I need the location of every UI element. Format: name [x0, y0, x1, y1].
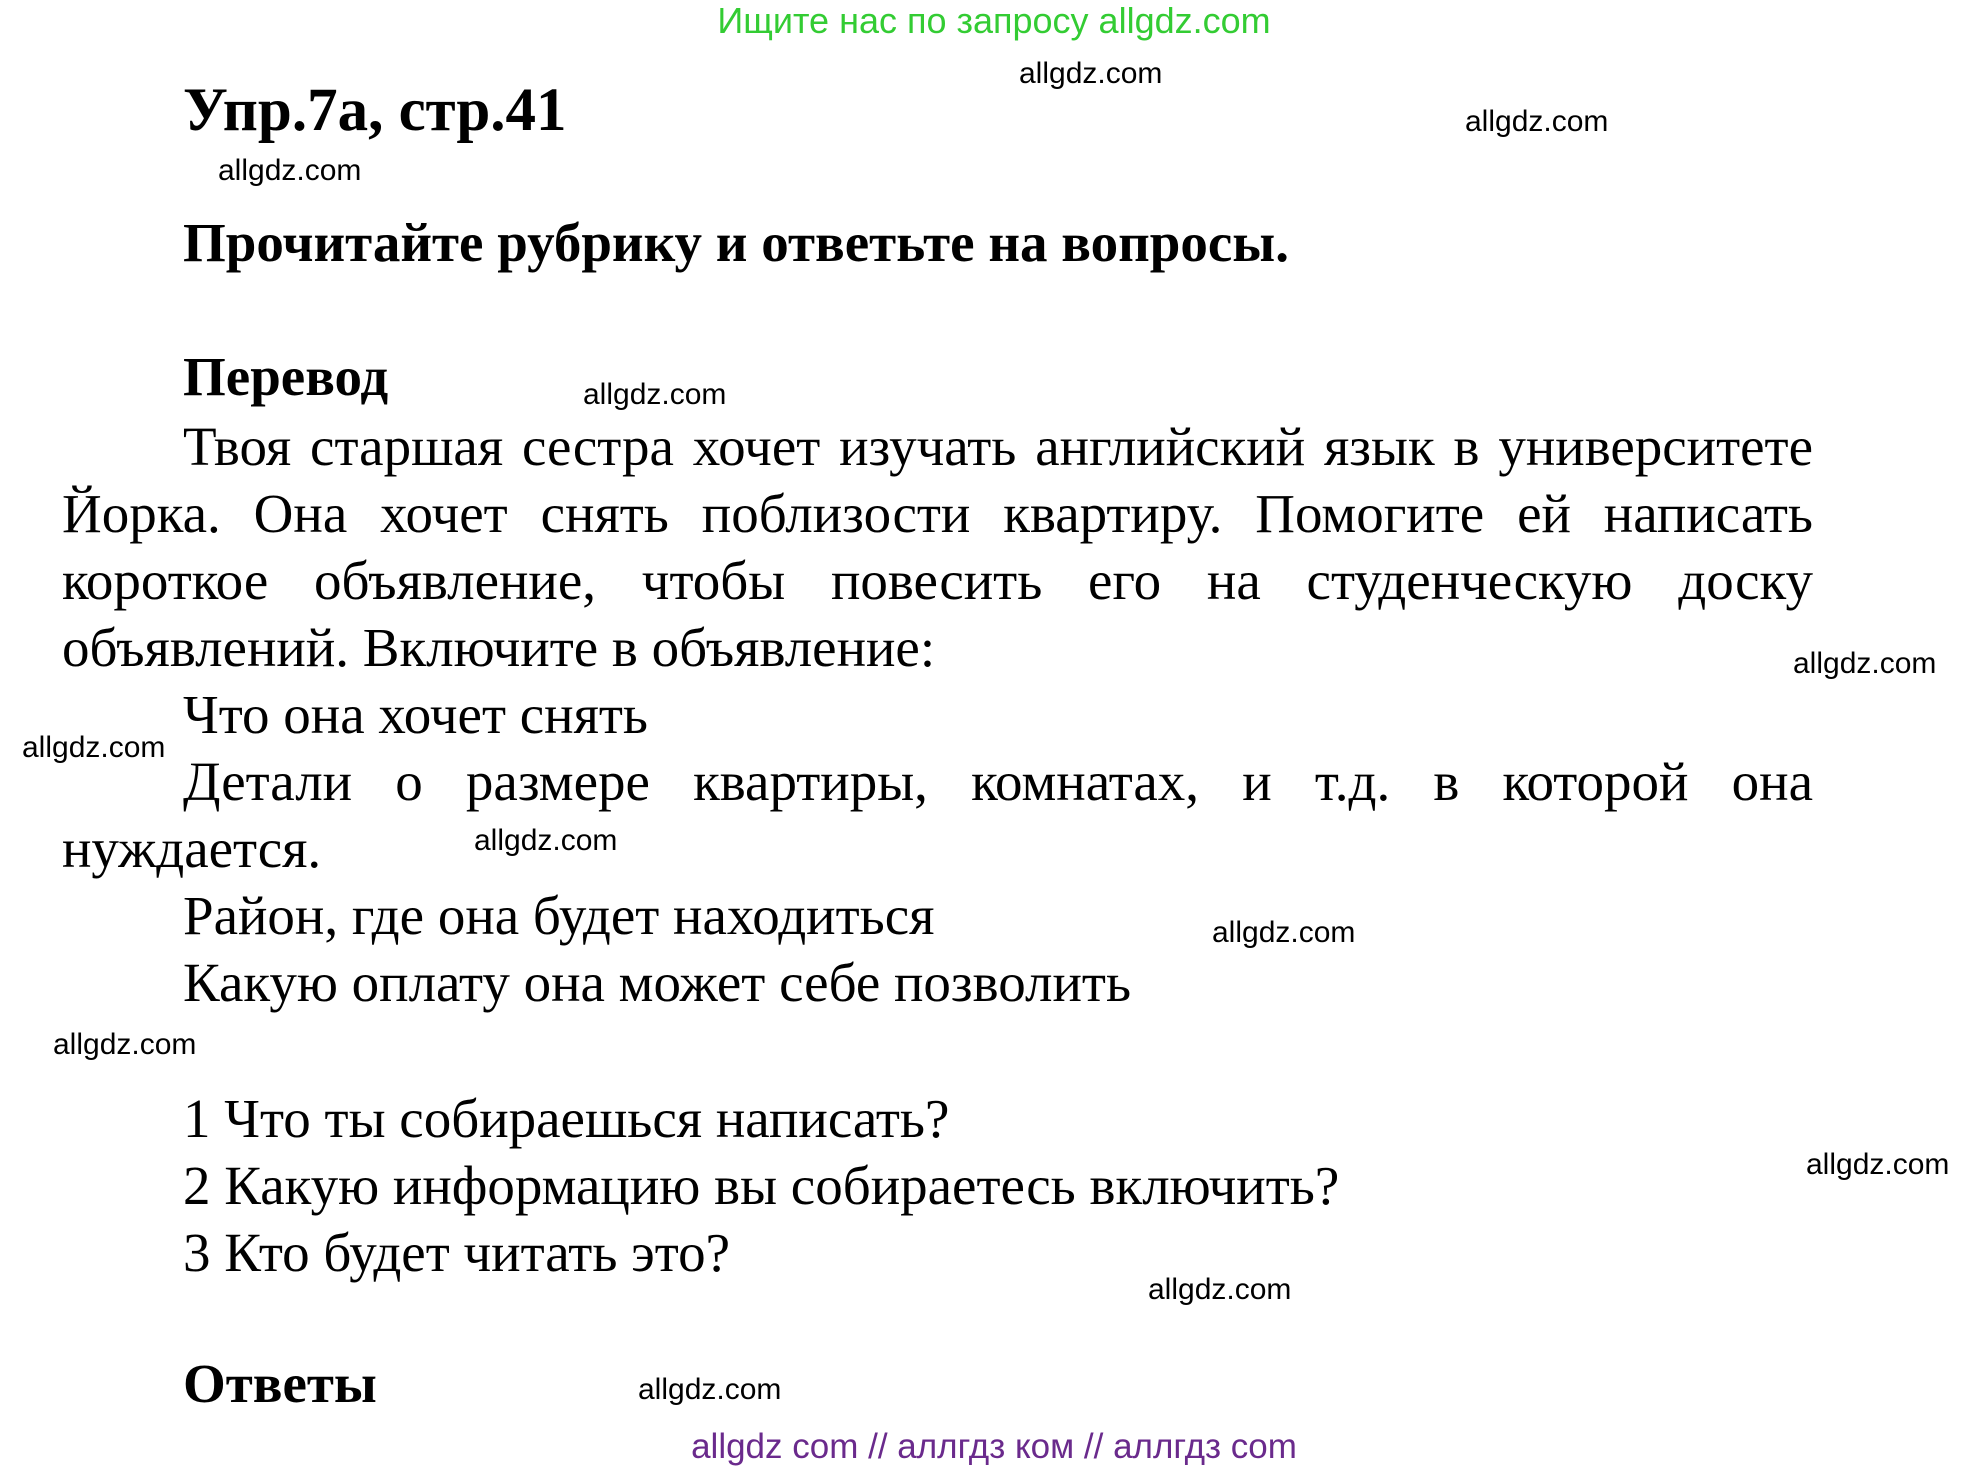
translation-paragraph: Твоя старшая сестра хочет изучать английский язык в университете Йорка. Она хочет снять поблизости квартиру. Помогите ей написать короткое объявление, чтобы повесить его на студенческую доску объявлений. Включите в объявление:	[62, 416, 1813, 678]
watermark: allgdz.com	[638, 1373, 782, 1406]
watermark: allgdz.com	[1793, 647, 1937, 680]
watermark: allgdz.com	[1212, 916, 1356, 949]
top-banner: Ищите нас по запросу allgdz.com	[717, 0, 1271, 41]
watermark: allgdz.com	[53, 1028, 197, 1061]
watermark: allgdz.com	[583, 378, 727, 411]
instruction-heading: Прочитайте рубрику и ответьте на вопросы.	[183, 212, 1289, 273]
watermark: allgdz.com	[1148, 1273, 1292, 1306]
question-3: 3 Кто будет читать это?	[183, 1222, 730, 1283]
watermark: allgdz.com	[1019, 57, 1163, 90]
include-item-payment: Какую оплату она может себе позволить	[183, 952, 1132, 1013]
watermark: allgdz.com	[474, 824, 618, 857]
footer-watermark: allgdz com // аллгдз ком // аллгдз com	[691, 1427, 1297, 1466]
include-item-area: Район, где она будет находиться	[183, 885, 935, 946]
page-title: Упр.7а, стр.41	[183, 77, 567, 144]
question-2: 2 Какую информацию вы собираетесь включить?	[183, 1155, 1340, 1216]
question-1: 1 Что ты собираешься написать?	[183, 1088, 950, 1149]
watermark: allgdz.com	[1465, 105, 1609, 138]
include-item-details: Детали о размере квартиры, комнатах, и т.д. в которой она нуждается.	[62, 751, 1813, 879]
include-item-what: Что она хочет снять	[183, 684, 649, 745]
translation-heading: Перевод	[183, 346, 389, 407]
watermark: allgdz.com	[1806, 1148, 1950, 1181]
watermark: allgdz.com	[22, 731, 166, 764]
watermark: allgdz.com	[218, 154, 362, 187]
answers-heading: Ответы	[183, 1353, 377, 1414]
